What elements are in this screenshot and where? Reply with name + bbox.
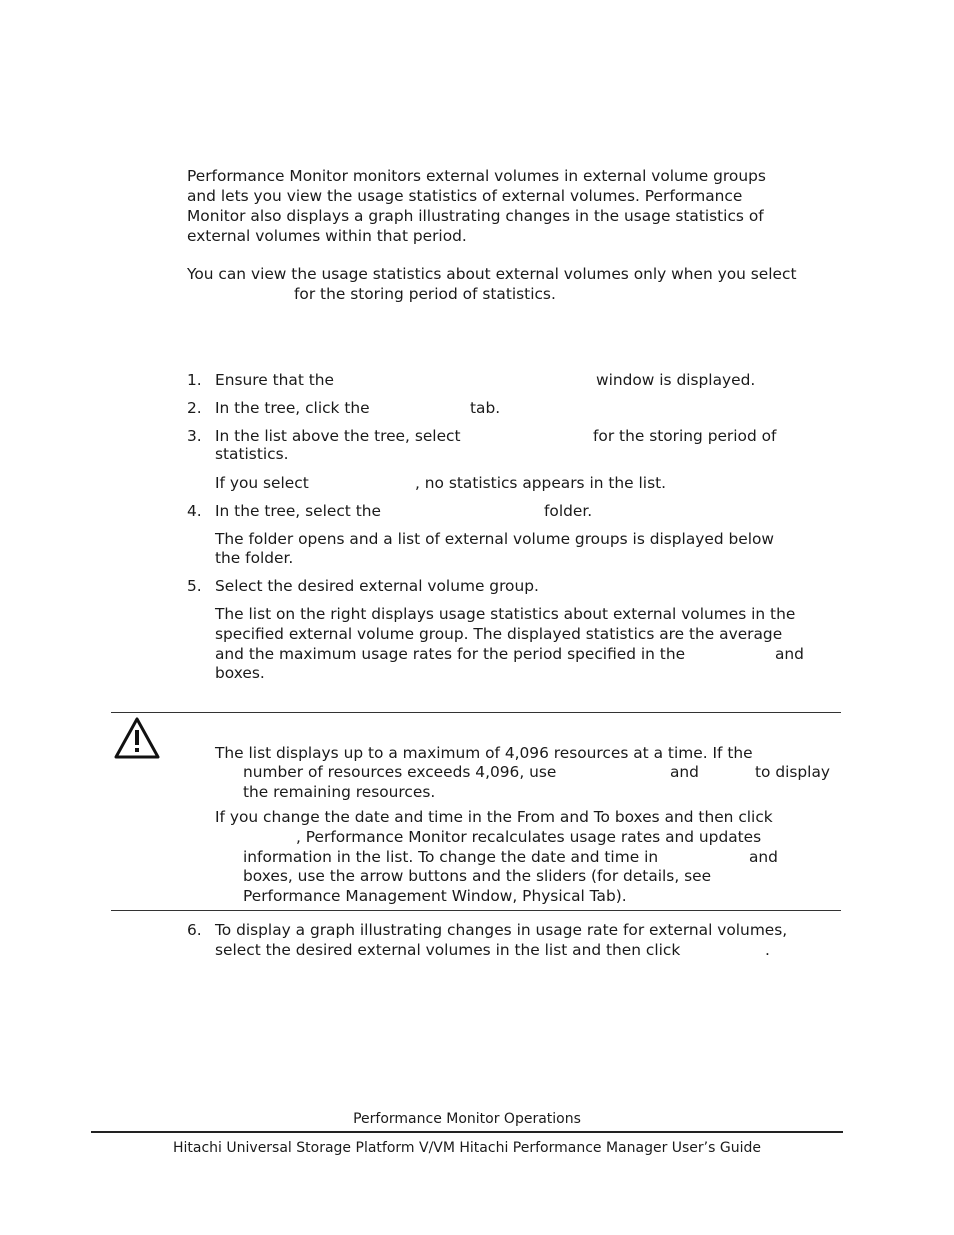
step-text: In the list above the tree, select (215, 427, 461, 445)
step-text: Ensure that the (215, 371, 335, 389)
step-text: Select the desired external volume group. (215, 577, 539, 595)
step-note: The list on the right displays usage statistics about external volumes in the (215, 605, 796, 623)
step-number: 5. (187, 577, 202, 595)
step-text: select the desired external volumes in the list and then click (215, 941, 681, 959)
intro-line: and lets you view the usage statistics of external volumes. Performance (187, 187, 743, 205)
caution-top-rule (111, 712, 841, 713)
step-text: for the storing period of (593, 427, 777, 445)
step-note: , no statistics appears in the list. (415, 474, 667, 492)
caution-line: The list displays up to a maximum of 4,096 resources at a time. If the (215, 744, 753, 762)
footer-guide-title: Hitachi Universal Storage Platform V/VM Hitachi Performance Manager User’s Guide (173, 1140, 761, 1156)
step-text: window is displayed. (596, 371, 756, 389)
intro-line: external volumes within that period. (187, 227, 467, 245)
intro-line: You can view the usage statistics about external volumes only when you select (187, 265, 797, 283)
step-note: the folder. (215, 549, 294, 567)
step-number: 6. (187, 921, 202, 939)
intro-line: Performance Monitor monitors external volumes in external volume groups (187, 167, 766, 185)
warning-triangle-icon (113, 716, 161, 760)
step-number: 2. (187, 399, 202, 417)
step-text: To display a graph illustrating changes in usage rate for external volumes, (215, 921, 788, 939)
step-text: tab. (470, 399, 501, 417)
caution-line: and (749, 848, 778, 866)
caution-line: number of resources exceeds 4,096, use (243, 763, 557, 781)
step-note: The folder opens and a list of external volume groups is displayed below (215, 530, 775, 548)
intro-line: Monitor also displays a graph illustrating changes in the usage statistics of (187, 207, 764, 225)
footer-section-title: Performance Monitor Operations (353, 1111, 581, 1127)
footer-rule (91, 1131, 843, 1133)
step-note: boxes. (215, 664, 265, 682)
step-text: In the tree, click the (215, 399, 370, 417)
step-note: and (775, 645, 804, 663)
step-text: statistics. (215, 445, 289, 463)
step-number: 1. (187, 371, 202, 389)
caution-line: , Performance Monitor recalculates usage rates and updates (296, 828, 762, 846)
caution-line: If you change the date and time in the From and To boxes and then click (215, 808, 773, 826)
intro-line: for the storing period of statistics. (294, 285, 556, 303)
caution-line: and (670, 763, 699, 781)
step-note: If you select (215, 474, 309, 492)
step-text: . (765, 941, 770, 959)
caution-line: information in the list. To change the date and time in (243, 848, 659, 866)
caution-line: to display (755, 763, 830, 781)
step-number: 3. (187, 427, 202, 445)
step-note: specified external volume group. The displayed statistics are the average (215, 625, 783, 643)
caution-line: the remaining resources. (243, 783, 436, 801)
step-text: In the tree, select the (215, 502, 381, 520)
caution-bottom-rule (111, 910, 841, 911)
step-number: 4. (187, 502, 202, 520)
step-text: folder. (544, 502, 593, 520)
step-note: and the maximum usage rates for the period specified in the (215, 645, 686, 663)
caution-line: Performance Management Window, Physical Tab). (243, 887, 627, 905)
caution-line: boxes, use the arrow buttons and the sliders (for details, see (243, 867, 712, 885)
